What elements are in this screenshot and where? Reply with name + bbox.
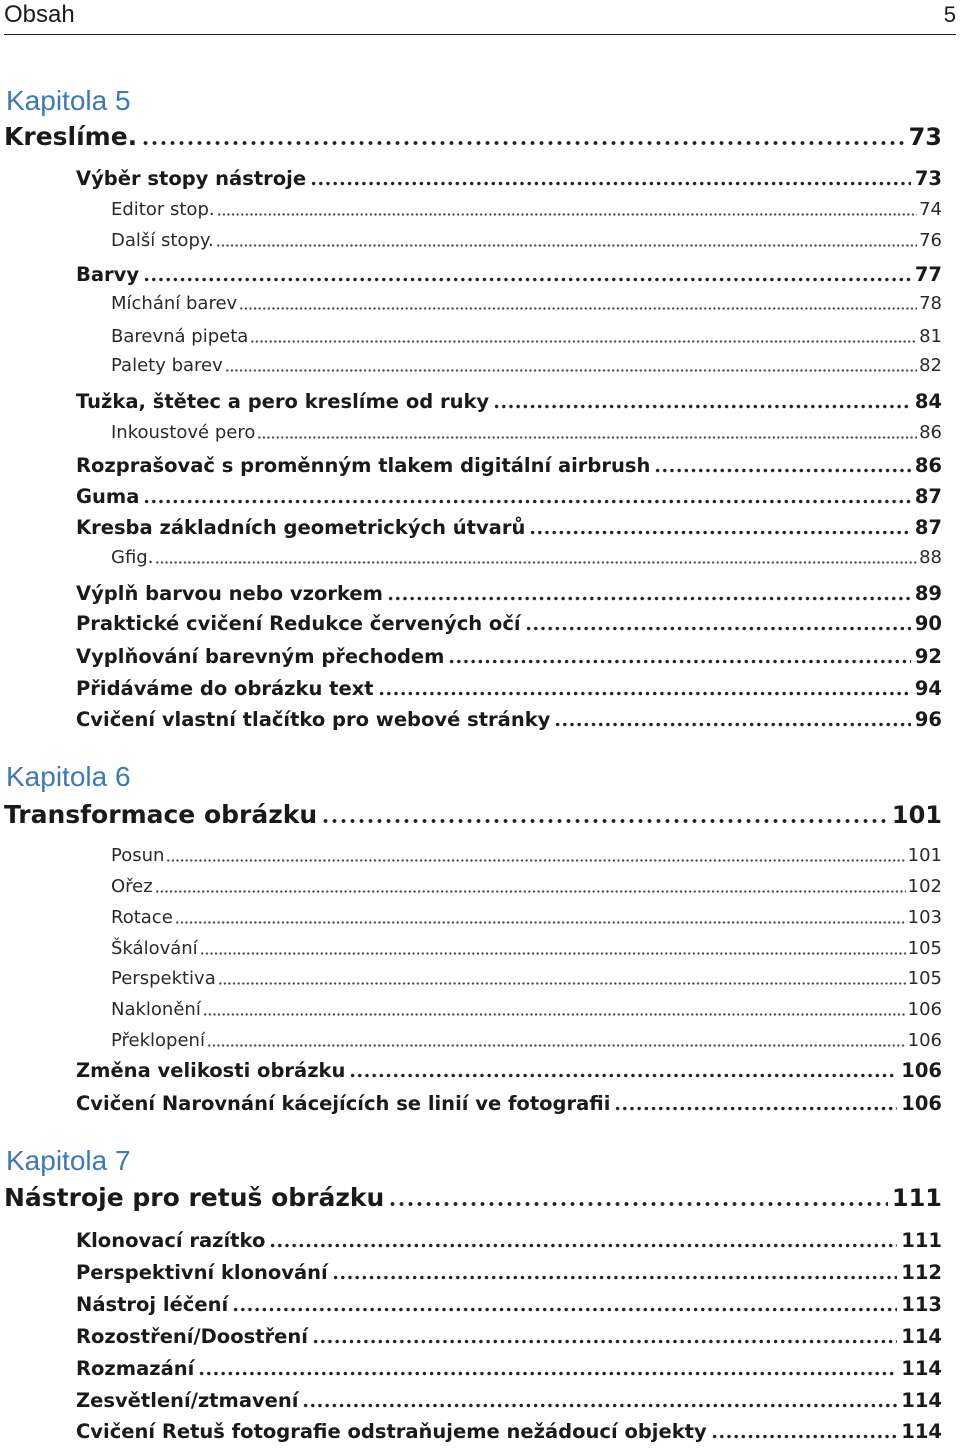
entry-title: Rozmazání — [76, 1357, 195, 1380]
chapter-page-number: 111 — [891, 1184, 942, 1212]
toc-entry-section[interactable] — [76, 1291, 942, 1319]
entry-title: Rozostření/Doostření — [76, 1325, 308, 1348]
toc-entry-section[interactable] — [76, 1057, 942, 1085]
entry-title: Barvy — [76, 263, 140, 286]
entry-page-number: 106 — [901, 1059, 942, 1082]
toc-entry-section[interactable] — [76, 1418, 942, 1446]
chapter-label: Kapitola 6 — [6, 761, 131, 792]
dot-leader — [525, 625, 911, 632]
toc-entry-subsection[interactable] — [111, 843, 942, 869]
toc-entry-subsection[interactable] — [111, 197, 942, 223]
toc-entry-subsection[interactable] — [111, 966, 942, 992]
entry-title: Perspektiva — [111, 968, 216, 989]
entry-title: Rotace — [111, 907, 173, 928]
entry-title: Škálování — [111, 938, 198, 959]
entry-page-number: 114 — [901, 1420, 942, 1443]
entry-page-number: 87 — [914, 485, 942, 508]
entry-title: Perspektivní klonování — [76, 1261, 328, 1284]
chapter-title: Transformace obrázku — [4, 800, 318, 829]
entry-title: Gfig. — [111, 547, 154, 568]
dot-leader — [143, 498, 910, 505]
entry-title: Palety barev — [111, 355, 223, 376]
dot-leader — [218, 981, 906, 986]
toc-entry-section[interactable] — [76, 1355, 942, 1383]
entry-page-number: 113 — [901, 1293, 942, 1316]
toc-entry-subsection[interactable] — [111, 545, 942, 571]
dot-leader — [529, 529, 911, 536]
entry-page-number: 89 — [914, 582, 942, 605]
entry-page-number: 73 — [914, 167, 942, 190]
toc-entry-subsection[interactable] — [111, 228, 942, 254]
dot-leader — [198, 1370, 897, 1377]
dot-leader — [250, 339, 917, 344]
dot-leader — [166, 858, 905, 863]
dot-leader — [349, 1072, 897, 1079]
entry-title: Guma — [76, 485, 140, 508]
chapter-title: Kreslíme. — [4, 122, 138, 151]
dot-leader — [312, 1338, 897, 1345]
toc-entry-section[interactable] — [76, 1090, 942, 1118]
entry-page-number: 87 — [914, 516, 942, 539]
chapter-title-row[interactable] — [4, 121, 942, 153]
dot-leader — [269, 1242, 897, 1249]
chapter-page-number: 101 — [891, 801, 942, 829]
entry-page-number: 74 — [919, 199, 942, 220]
entry-title: Změna velikosti obrázku — [76, 1059, 346, 1082]
entry-title: Barevná pipeta — [111, 326, 249, 347]
entry-page-number: 86 — [919, 422, 942, 443]
toc-entry-section[interactable] — [76, 706, 942, 734]
chapter-title-row[interactable] — [4, 1182, 942, 1214]
toc-entry-section[interactable] — [76, 580, 942, 608]
toc-entry-subsection[interactable] — [111, 997, 942, 1023]
entry-page-number: 94 — [914, 677, 942, 700]
entry-page-number: 114 — [901, 1325, 942, 1348]
toc-entry-section[interactable] — [76, 514, 942, 542]
dot-leader — [448, 658, 910, 665]
toc-entry-section[interactable] — [76, 388, 942, 416]
toc-entry-subsection[interactable] — [111, 874, 942, 900]
entry-page-number: 92 — [914, 645, 942, 668]
toc-entry-section[interactable] — [76, 1259, 942, 1287]
dot-leader — [310, 180, 911, 187]
entry-title: Přidáváme do obrázku text — [76, 677, 374, 700]
dot-leader — [387, 595, 911, 602]
dot-leader — [141, 139, 904, 147]
entry-title: Cvičení Narovnání kácejících se linií ve fotografii — [76, 1092, 611, 1115]
toc-entry-subsection[interactable] — [111, 936, 942, 962]
chapter-title: Nástroje pro retuš obrázku — [4, 1183, 385, 1212]
toc-entry-section[interactable] — [76, 675, 942, 703]
toc-entry-section[interactable] — [76, 261, 942, 289]
dot-leader — [614, 1105, 897, 1112]
entry-page-number: 102 — [907, 876, 942, 897]
entry-page-number: 82 — [919, 355, 942, 376]
entry-page-number: 96 — [914, 708, 942, 731]
toc-entry-section[interactable] — [76, 483, 942, 511]
dot-leader — [217, 212, 918, 217]
dot-leader — [216, 243, 917, 248]
entry-title: Tužka, štětec a pero kreslíme od ruky — [76, 390, 490, 413]
dot-leader — [232, 1306, 897, 1313]
entry-title: Výběr stopy nástroje — [76, 167, 307, 190]
dot-leader — [203, 1012, 906, 1017]
toc-entry-subsection[interactable] — [111, 1028, 942, 1054]
toc-entry-section[interactable] — [76, 452, 942, 480]
dot-leader — [554, 721, 910, 728]
entry-title: Další stopy. — [111, 230, 214, 251]
dot-leader — [175, 920, 906, 925]
chapter-page-number: 73 — [908, 123, 942, 151]
entry-page-number: 78 — [919, 293, 942, 314]
entry-title: Kresba základních geometrických útvarů — [76, 516, 526, 539]
entry-page-number: 105 — [907, 938, 942, 959]
entry-title: Naklonění — [111, 999, 201, 1020]
toc-entry-subsection[interactable] — [111, 291, 942, 317]
entry-page-number: 88 — [919, 547, 942, 568]
dot-leader — [200, 951, 906, 956]
dot-leader — [155, 560, 917, 565]
dot-leader — [711, 1433, 898, 1440]
chapter-title-row[interactable] — [4, 799, 942, 831]
entry-title: Cvičení vlastní tlačítko pro webové stránky — [76, 708, 551, 731]
entry-title: Vyplňování barevným přechodem — [76, 645, 445, 668]
toc-entry-subsection[interactable] — [111, 905, 942, 931]
page-header-title: Obsah — [4, 1, 75, 28]
entry-page-number: 111 — [901, 1229, 942, 1252]
dot-leader — [493, 403, 911, 410]
entry-title: Ořez — [111, 876, 153, 897]
entry-page-number: 90 — [914, 612, 942, 635]
dot-leader — [155, 889, 906, 894]
entry-page-number: 112 — [901, 1261, 942, 1284]
entry-title: Cvičení Retuš fotografie odstraňujeme nežádoucí objekty — [76, 1420, 707, 1443]
entry-title: Překlopení — [111, 1030, 205, 1051]
entry-title: Míchání barev — [111, 293, 238, 314]
entry-page-number: 77 — [914, 263, 942, 286]
chapter-label: Kapitola 5 — [6, 85, 131, 116]
entry-title: Výplň barvou nebo vzorkem — [76, 582, 383, 605]
entry-page-number: 76 — [919, 230, 942, 251]
toc-entry-section[interactable] — [76, 610, 942, 638]
dot-leader — [257, 435, 917, 440]
entry-title: Inkoustové pero — [111, 422, 256, 443]
dot-leader — [239, 306, 917, 311]
entry-page-number: 86 — [914, 454, 942, 477]
dot-leader — [654, 467, 910, 474]
entry-page-number: 105 — [907, 968, 942, 989]
entry-page-number: 106 — [907, 1030, 942, 1051]
toc-entry-section[interactable] — [76, 165, 942, 193]
entry-page-number: 103 — [907, 907, 942, 928]
entry-title: Rozprašovač s proměnným tlakem digitální airbrush — [76, 454, 651, 477]
entry-page-number: 114 — [901, 1357, 942, 1380]
dot-leader — [143, 276, 911, 283]
dot-leader — [388, 1200, 888, 1208]
entry-page-number: 114 — [901, 1389, 942, 1412]
entry-title: Praktické cvičení Redukce červených očí — [76, 612, 521, 635]
toc-entry-section[interactable] — [76, 1387, 942, 1415]
entry-page-number: 84 — [914, 390, 942, 413]
dot-leader — [378, 690, 911, 697]
entry-title: Editor stop. — [111, 199, 215, 220]
toc-entry-subsection[interactable] — [111, 420, 942, 446]
dot-leader — [332, 1274, 898, 1281]
dot-leader — [302, 1402, 897, 1409]
entry-page-number: 106 — [901, 1092, 942, 1115]
page-header — [4, 0, 956, 35]
toc-entry-subsection[interactable] — [111, 353, 942, 379]
entry-title: Nástroj léčení — [76, 1293, 229, 1316]
dot-leader — [225, 368, 917, 373]
toc-entry-section[interactable] — [76, 1323, 942, 1351]
entry-page-number: 81 — [919, 326, 942, 347]
chapter-label: Kapitola 7 — [6, 1145, 131, 1176]
toc-entry-section[interactable] — [76, 1227, 942, 1255]
dot-leader — [207, 1043, 906, 1048]
toc-entry-section[interactable] — [76, 643, 942, 671]
page-number: 5 — [943, 2, 956, 27]
dot-leader — [321, 817, 888, 825]
entry-page-number: 106 — [907, 999, 942, 1020]
toc-entry-subsection[interactable] — [111, 324, 942, 350]
entry-title: Posun — [111, 845, 165, 866]
entry-title: Klonovací razítko — [76, 1229, 266, 1252]
entry-title: Zesvětlení/ztmavení — [76, 1389, 299, 1412]
entry-page-number: 101 — [907, 845, 942, 866]
